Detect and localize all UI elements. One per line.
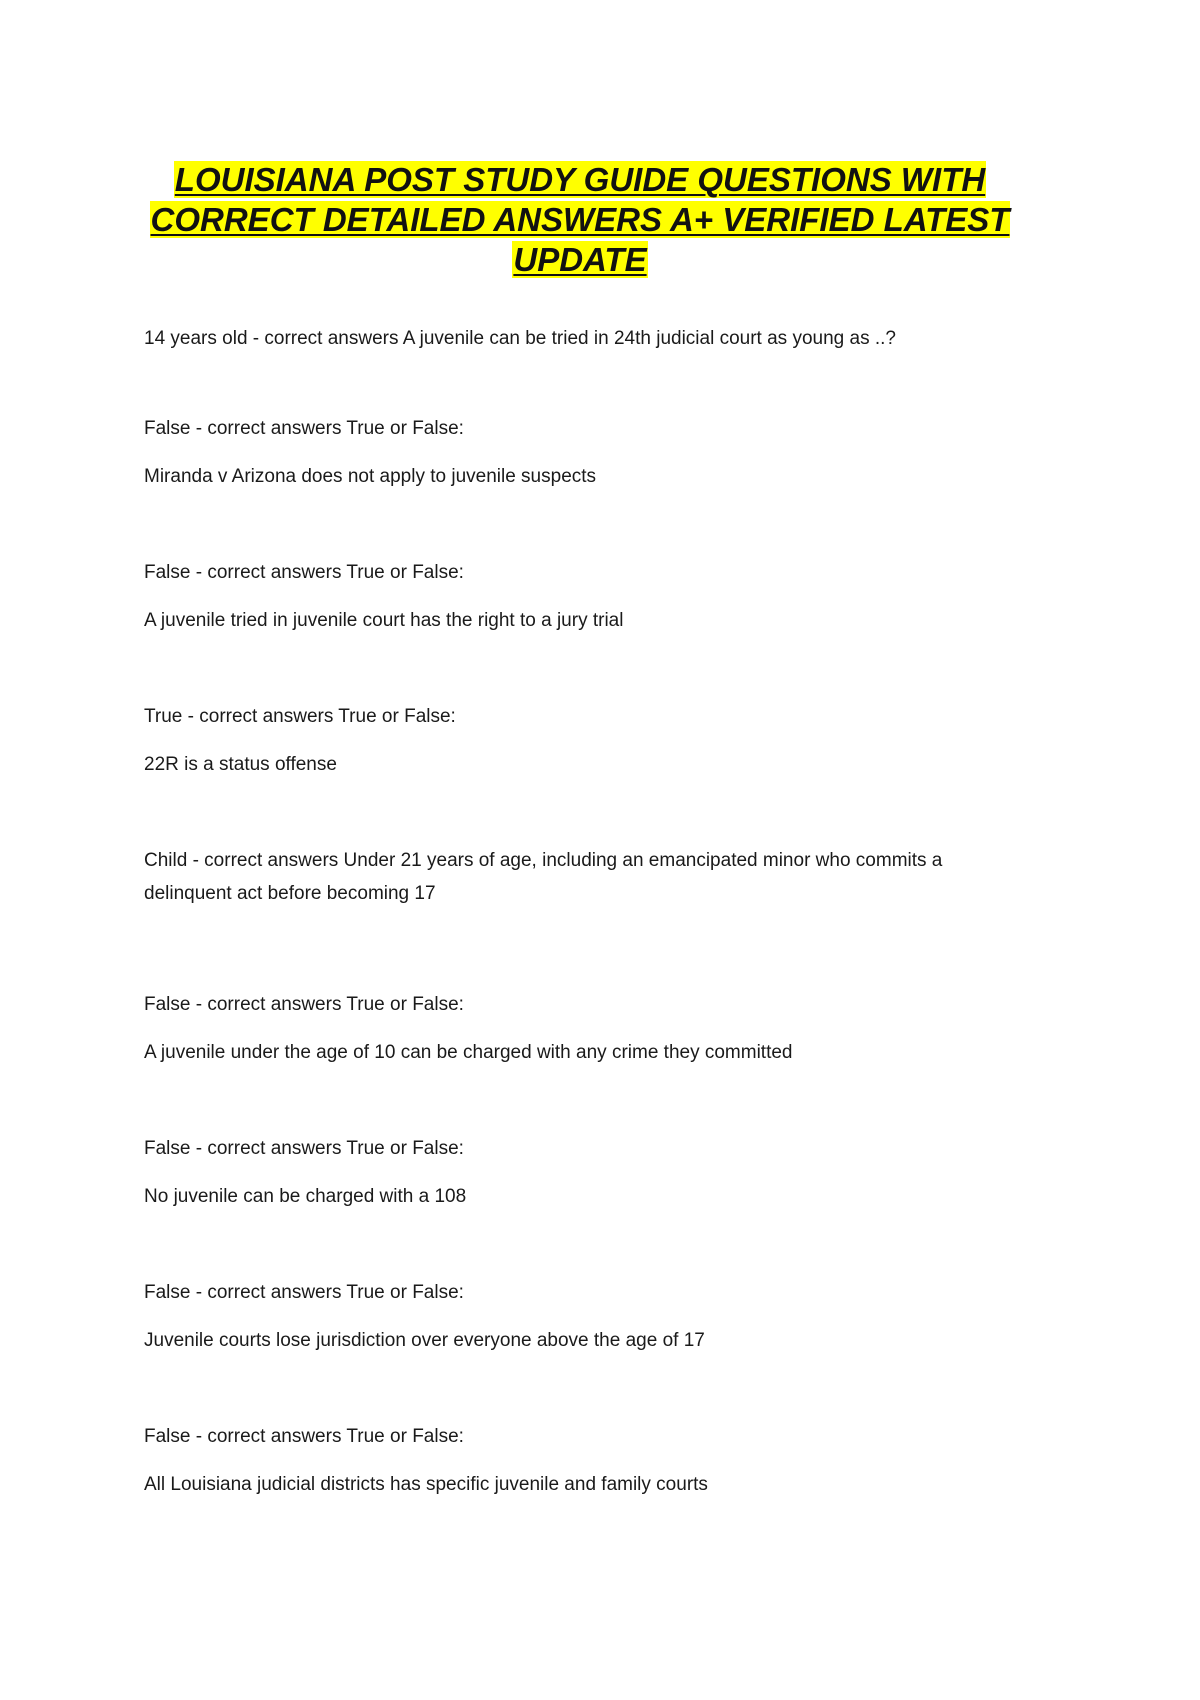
qa-question: 22R is a status offense bbox=[144, 754, 337, 775]
title-line-2: CORRECT DETAILED ANSWERS A+ VERIFIED LATEST bbox=[150, 201, 1010, 238]
qa-item bbox=[144, 412, 1014, 493]
qa-answer: False - correct answers True or False: bbox=[144, 1282, 464, 1303]
document-title bbox=[120, 160, 1040, 280]
qa-question: Juvenile courts lose jurisdiction over everyone above the age of 17 bbox=[144, 1330, 705, 1351]
qa-question: A juvenile tried in juvenile court has the right to a jury trial bbox=[144, 610, 624, 631]
qa-answer-question: Child - correct answers Under 21 years of age, including an emancipated minor who commits a delinquent act before becoming 17 bbox=[144, 850, 943, 904]
qa-answer-question: 14 years old - correct answers A juvenile can be tried in 24th judicial court as young as ..? bbox=[144, 328, 896, 349]
qa-answer: False - correct answers True or False: bbox=[144, 994, 464, 1015]
qa-answer: False - correct answers True or False: bbox=[144, 1138, 464, 1159]
qa-question: Miranda v Arizona does not apply to juvenile suspects bbox=[144, 466, 597, 487]
title-line-1: LOUISIANA POST STUDY GUIDE QUESTIONS WITH bbox=[174, 161, 986, 198]
qa-answer: False - correct answers True or False: bbox=[144, 418, 464, 439]
qa-item bbox=[144, 988, 1014, 1069]
qa-item bbox=[144, 1420, 1014, 1501]
qa-question: A juvenile under the age of 10 can be charged with any crime they committed bbox=[144, 1042, 793, 1063]
qa-answer: False - correct answers True or False: bbox=[144, 1426, 464, 1447]
qa-question: No juvenile can be charged with a 108 bbox=[144, 1186, 467, 1207]
qa-answer: False - correct answers True or False: bbox=[144, 562, 464, 583]
qa-item bbox=[144, 556, 1014, 637]
qa-answer: True - correct answers True or False: bbox=[144, 706, 456, 727]
qa-item bbox=[144, 1276, 1014, 1357]
qa-question: All Louisiana judicial districts has specific juvenile and family courts bbox=[144, 1474, 708, 1495]
title-line-3: UPDATE bbox=[513, 241, 647, 278]
qa-item bbox=[144, 844, 1014, 910]
qa-item bbox=[144, 322, 1014, 355]
qa-item bbox=[144, 1132, 1014, 1213]
qa-item bbox=[144, 700, 1014, 781]
